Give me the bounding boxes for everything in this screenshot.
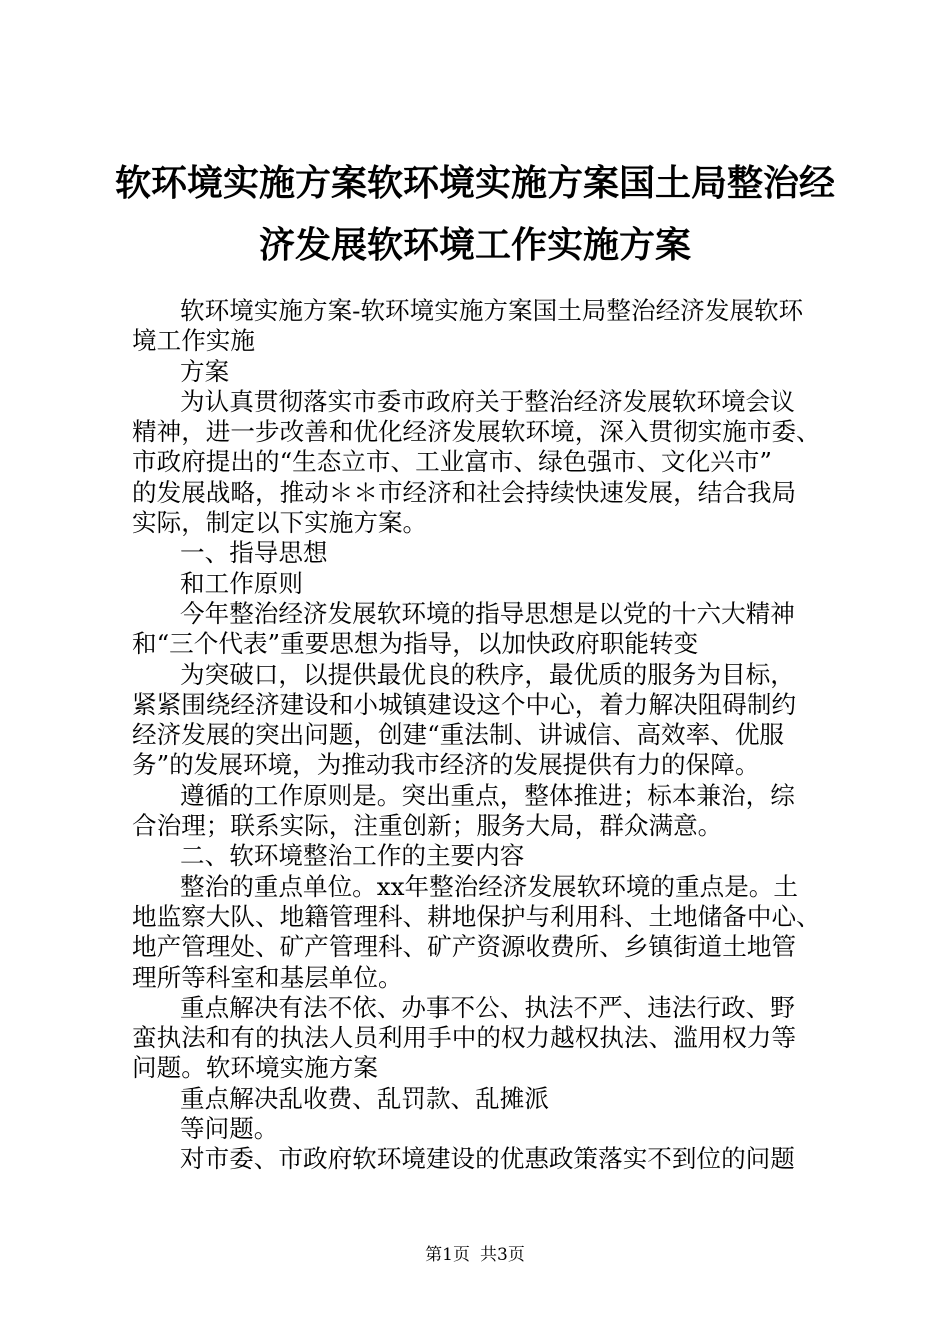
document-line: 问题。软环境实施方案 <box>132 1053 378 1083</box>
document-line: 一、指导思想 <box>180 538 328 568</box>
document-line: 重点解决乱收费、乱罚款、乱摊派 <box>180 1083 549 1113</box>
document-line: 对市委、市政府软环境建设的优惠政策落实不到位的问题 <box>180 1144 795 1174</box>
document-line: 地监察大队、地籍管理科、耕地保护与利用科、土地储备中心、 <box>132 901 821 931</box>
document-line: 和“三个代表”重要思想为指导，以加快政府职能转变 <box>132 629 699 659</box>
document-line: 精神，进一步改善和优化经济发展软环境，深入贯彻实施市委、 <box>132 417 821 447</box>
document-line: 重点解决有法不依、办事不公、执法不严、违法行政、野 <box>180 992 795 1022</box>
document-line: 为认真贯彻落实市委市政府关于整治经济发展软环境会议 <box>180 386 795 416</box>
document-line: 理所等科室和基层单位。 <box>132 962 403 992</box>
document-line: 软环境实施方案-软环境实施方案国土局整治经济发展软环 <box>180 296 804 325</box>
document-line: 务”的发展环境，为推动我市经济的发展提供有力的保障。 <box>132 750 760 780</box>
document-line: 的发展战略，推动＊＊市经济和社会持续快速发展，结合我局 <box>132 477 797 507</box>
document-line: 和工作原则 <box>180 568 303 598</box>
document-line: 遵循的工作原则是。突出重点，整体推进；标本兼治，综 <box>180 780 795 810</box>
document-line: 境工作实施 <box>132 326 255 356</box>
document-line: 二、软环境整治工作的主要内容 <box>180 841 525 871</box>
document-line: 经济发展的突出问题，创建“重法制、讲诚信、高效率、优服 <box>132 720 785 750</box>
page-total: 共3页 <box>480 1245 525 1265</box>
document-line: 蛮执法和有的执法人员利用手中的权力越权执法、滥用权力等 <box>132 1023 797 1053</box>
document-line: 紧紧围绕经济建设和小城镇建设这个中心，着力解决阻碍制约 <box>132 689 797 719</box>
document-title-line-2: 济发展软环境工作实施方案 <box>258 225 691 266</box>
document-line: 等问题。 <box>180 1114 279 1144</box>
document-line: 合治理；联系实际，注重创新；服务大局，群众满意。 <box>132 811 723 841</box>
document-line: 地产管理处、矿产管理科、矿产资源收费所、乡镇街道土地管 <box>132 932 797 962</box>
document-line: 市政府提出的“生态立市、工业富市、绿色强市、文化兴市” <box>132 447 772 477</box>
document-line: 整治的重点单位。xx年整治经济发展软环境的重点是。土 <box>180 871 798 901</box>
document-line: 为突破口，以提供最优良的秩序，最优质的服务为目标， <box>180 659 795 689</box>
document-line: 今年整治经济发展软环境的指导思想是以党的十六大精神 <box>180 598 795 628</box>
page-number: 第1页 <box>425 1245 470 1265</box>
document-line: 方案 <box>180 356 230 386</box>
document-title-line-1: 软环境实施方案软环境实施方案国土局整治经 <box>114 163 835 204</box>
page-footer <box>0 1244 950 1266</box>
document-body <box>132 296 832 1175</box>
document-line: 实际，制定以下实施方案。 <box>132 508 428 538</box>
